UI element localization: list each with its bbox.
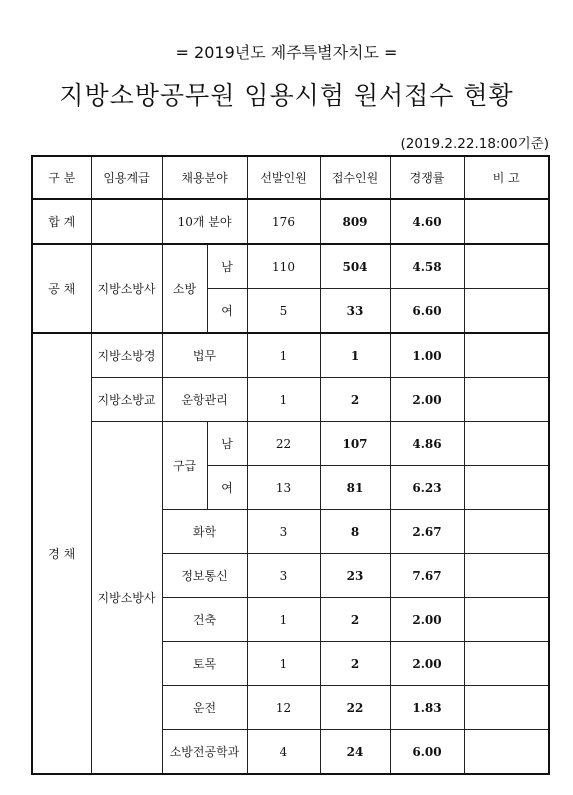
gender-cell: 여 [207,289,247,334]
applied-cell: 8 [320,510,390,554]
remarks-cell [464,642,549,686]
header-selected: 선발인원 [247,156,320,199]
gender-cell: 남 [207,422,247,466]
career-label: 경 채 [32,333,91,774]
gender-cell: 남 [207,244,247,289]
table-row [32,422,549,466]
total-remarks [464,199,549,244]
ratio-cell: 2.00 [390,378,464,422]
total-row [32,199,549,244]
ratio-cell: 6.60 [390,289,464,334]
field-cell: 운전 [162,686,247,730]
field-cell: 법무 [162,333,247,378]
applied-cell: 107 [320,422,390,466]
rank-cell: 지방소방교 [91,378,162,422]
ratio-cell: 1.83 [390,686,464,730]
gender-cell: 여 [207,466,247,510]
total-ratio: 4.60 [390,199,464,244]
total-label: 합 계 [32,199,91,244]
ratio-cell: 2.00 [390,598,464,642]
ratio-cell: 2.67 [390,510,464,554]
ratio-cell: 2.00 [390,642,464,686]
selected-cell: 3 [247,510,320,554]
header-ratio: 경쟁률 [390,156,464,199]
field-cell: 구급 [162,422,207,510]
ratio-cell: 1.00 [390,333,464,378]
remarks-cell [464,730,549,775]
remarks-cell [464,686,549,730]
selected-cell: 5 [247,289,320,334]
table-row [32,244,549,289]
applied-cell: 33 [320,289,390,334]
ratio-cell: 6.00 [390,730,464,775]
selected-cell: 110 [247,244,320,289]
applied-cell: 23 [320,554,390,598]
total-field: 10개 분야 [162,199,247,244]
selected-cell: 1 [247,333,320,378]
applied-cell: 24 [320,730,390,775]
field-cell: 운항관리 [162,378,247,422]
rank-cell: 지방소방경 [91,333,162,378]
selected-cell: 1 [247,598,320,642]
field-cell: 소방전공학과 [162,730,247,775]
remarks-cell [464,466,549,510]
remarks-cell [464,554,549,598]
header-applied: 접수인원 [320,156,390,199]
selected-cell: 1 [247,642,320,686]
remarks-cell [464,510,549,554]
table-row [32,333,549,378]
applied-cell: 2 [320,642,390,686]
selected-cell: 22 [247,422,320,466]
header-field: 채용분야 [162,156,247,199]
field-cell: 토목 [162,642,247,686]
remarks-cell [464,598,549,642]
field-cell: 정보통신 [162,554,247,598]
total-selected: 176 [247,199,320,244]
applied-cell: 504 [320,244,390,289]
selected-cell: 12 [247,686,320,730]
open-label: 공 채 [32,244,91,333]
field-cell: 건축 [162,598,247,642]
remarks-cell [464,333,549,378]
selected-cell: 4 [247,730,320,775]
header-remarks: 비 고 [464,156,549,199]
field-cell: 화학 [162,510,247,554]
ratio-cell: 6.23 [390,466,464,510]
table-header-row [32,156,549,199]
applied-cell: 22 [320,686,390,730]
remarks-cell [464,378,549,422]
applied-cell: 2 [320,378,390,422]
remarks-cell [464,422,549,466]
rank-cell: 지방소방사 [91,422,162,775]
selected-cell: 1 [247,378,320,422]
header-category: 구 분 [32,156,91,199]
total-rank [91,199,162,244]
document-title: 지방소방공무원 임용시험 원서접수 현황 [59,81,514,110]
ratio-cell: 7.67 [390,554,464,598]
applied-cell: 2 [320,598,390,642]
selected-cell: 3 [247,554,320,598]
ratio-cell: 4.58 [390,244,464,289]
open-field: 소방 [162,244,207,333]
as-of-date: (2019.2.22.18:00기준) [400,136,549,152]
application-status-table [31,155,550,775]
applied-cell: 1 [320,333,390,378]
ratio-cell: 4.86 [390,422,464,466]
table-row [32,378,549,422]
remarks-cell [464,289,549,334]
document-subtitle: = 2019년도 제주특별자치도 = [175,43,398,62]
remarks-cell [464,244,549,289]
header-rank: 임용계급 [91,156,162,199]
open-rank: 지방소방사 [91,244,162,333]
applied-cell: 81 [320,466,390,510]
total-applied: 809 [320,199,390,244]
selected-cell: 13 [247,466,320,510]
